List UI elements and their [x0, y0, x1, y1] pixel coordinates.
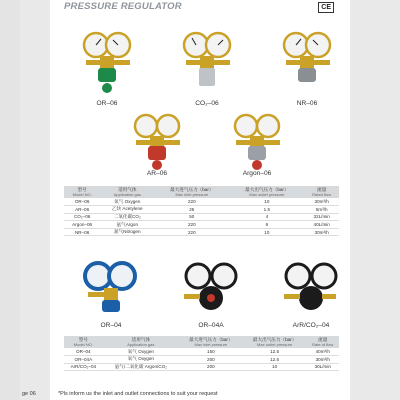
product-image-co206: [168, 28, 246, 96]
table-cell: 氮气Nitrogen: [100, 228, 154, 236]
table-row: [64, 198, 339, 206]
table-cell: 32L/min: [304, 213, 339, 221]
table-cell: NR–06: [64, 228, 100, 236]
footer-note: *Pls inform us the inlet and outlet connections to suit your request: [58, 391, 218, 397]
table-cell: 30L/min: [306, 363, 339, 371]
caption-co206: CO₂–06: [195, 100, 219, 107]
table-cell: ArR/CO₂–04: [64, 363, 103, 371]
table1-header-inlet: 最大进气压力（bar） Max inlet pressure: [154, 186, 229, 198]
page-title: PRESSURE REGULATOR: [64, 1, 182, 12]
spec-table-06-series: [64, 186, 339, 236]
table-row: [64, 356, 339, 364]
table-cell: Argon–06: [64, 221, 100, 229]
product-image-or04a: [172, 258, 250, 320]
table-cell: 30m³/h: [306, 356, 339, 364]
table-cell: 12.5: [243, 356, 307, 364]
product-image-nr06: [268, 28, 346, 96]
table-cell: AR–06: [64, 206, 100, 214]
product-image-or04: [72, 258, 150, 320]
table-cell: 40L/min: [304, 221, 339, 229]
table2-header-inlet: 最大进气压力（bar） Max inlet pressure: [179, 336, 243, 348]
table-cell: OR–06: [64, 198, 100, 206]
table-cell: 50: [154, 213, 229, 221]
table-cell: OR–04A: [64, 356, 103, 364]
table-cell: 200: [179, 363, 243, 371]
table-cell: 30m³/h: [304, 198, 339, 206]
table-cell: 1.5: [229, 206, 304, 214]
table-row: [64, 348, 339, 356]
table-cell: 40m³/h: [306, 348, 339, 356]
table1-header-gas: 适用气体 Application gas: [100, 186, 154, 198]
caption-or04: OR–04: [100, 322, 122, 329]
table2-header-gas: 适用气体 Application gas: [103, 336, 179, 348]
catalog-page: [50, 0, 350, 400]
product-image-argon06: [218, 110, 296, 172]
caption-nr06: NR–06: [296, 100, 318, 107]
page-number: ge 06: [22, 391, 36, 397]
table-cell: OR–04: [64, 348, 103, 356]
table1-header-outlet: 最大出气压力（bar） Max outlet pressure: [229, 186, 304, 198]
table-cell: 乙炔 Acetylene: [100, 206, 154, 214]
table-cell: 氧气 Oxygen: [100, 198, 154, 206]
table-row: [64, 221, 339, 229]
product-image-or06: [68, 28, 146, 96]
caption-or06: OR–06: [96, 100, 118, 107]
table-cell: 5m³/h: [304, 206, 339, 214]
table-cell: 6: [229, 221, 304, 229]
table1-header-model: 型号 Model NO.: [64, 186, 100, 198]
table-cell: 25: [154, 206, 229, 214]
caption-argon06: Argon–06: [242, 170, 272, 177]
table-row: [64, 206, 339, 214]
table-row: [64, 213, 339, 221]
table-cell: 200: [179, 356, 243, 364]
table2-header-model: 型号 Model NO.: [64, 336, 103, 348]
caption-ar06: AR–06: [146, 170, 168, 177]
table1-header-flow: 流量 Rated flow: [304, 186, 339, 198]
table-cell: 220: [154, 228, 229, 236]
table-row: [64, 363, 339, 371]
ce-mark: CE: [318, 2, 334, 13]
table-cell: 220: [154, 221, 229, 229]
product-image-arco204: [272, 258, 350, 320]
table-cell: 30m³/h: [304, 228, 339, 236]
product-image-ar06: [118, 110, 196, 172]
table-cell: 氧气 Oxygen: [103, 356, 179, 364]
caption-arco204: ArR/CO₂–04: [292, 322, 330, 329]
table-cell: 二氧化碳CO₂: [100, 213, 154, 221]
table-row: [64, 228, 339, 236]
page-gutter: [0, 0, 20, 400]
table2-header-flow: 流量 Rate of flow: [306, 336, 339, 348]
table-cell: 12.5: [243, 348, 307, 356]
table-cell: 10: [229, 228, 304, 236]
table-cell: 4: [229, 213, 304, 221]
table-cell: 220: [154, 198, 229, 206]
table-cell: 氩气Argon: [100, 221, 154, 229]
spec-table-04-series: [64, 336, 339, 371]
table2-header-outlet: 最大出气压力（bar） Max outlet pressure: [243, 336, 307, 348]
table-cell: 氩气/二氧化碳 Argon/CO₂: [103, 363, 179, 371]
table-cell: 10: [229, 198, 304, 206]
table-cell: 氧气 Oxygen: [103, 348, 179, 356]
table-cell: CO₂–06: [64, 213, 100, 221]
table-cell: 10: [243, 363, 307, 371]
caption-or04a: OR–04A: [198, 322, 224, 329]
table-cell: 150: [179, 348, 243, 356]
